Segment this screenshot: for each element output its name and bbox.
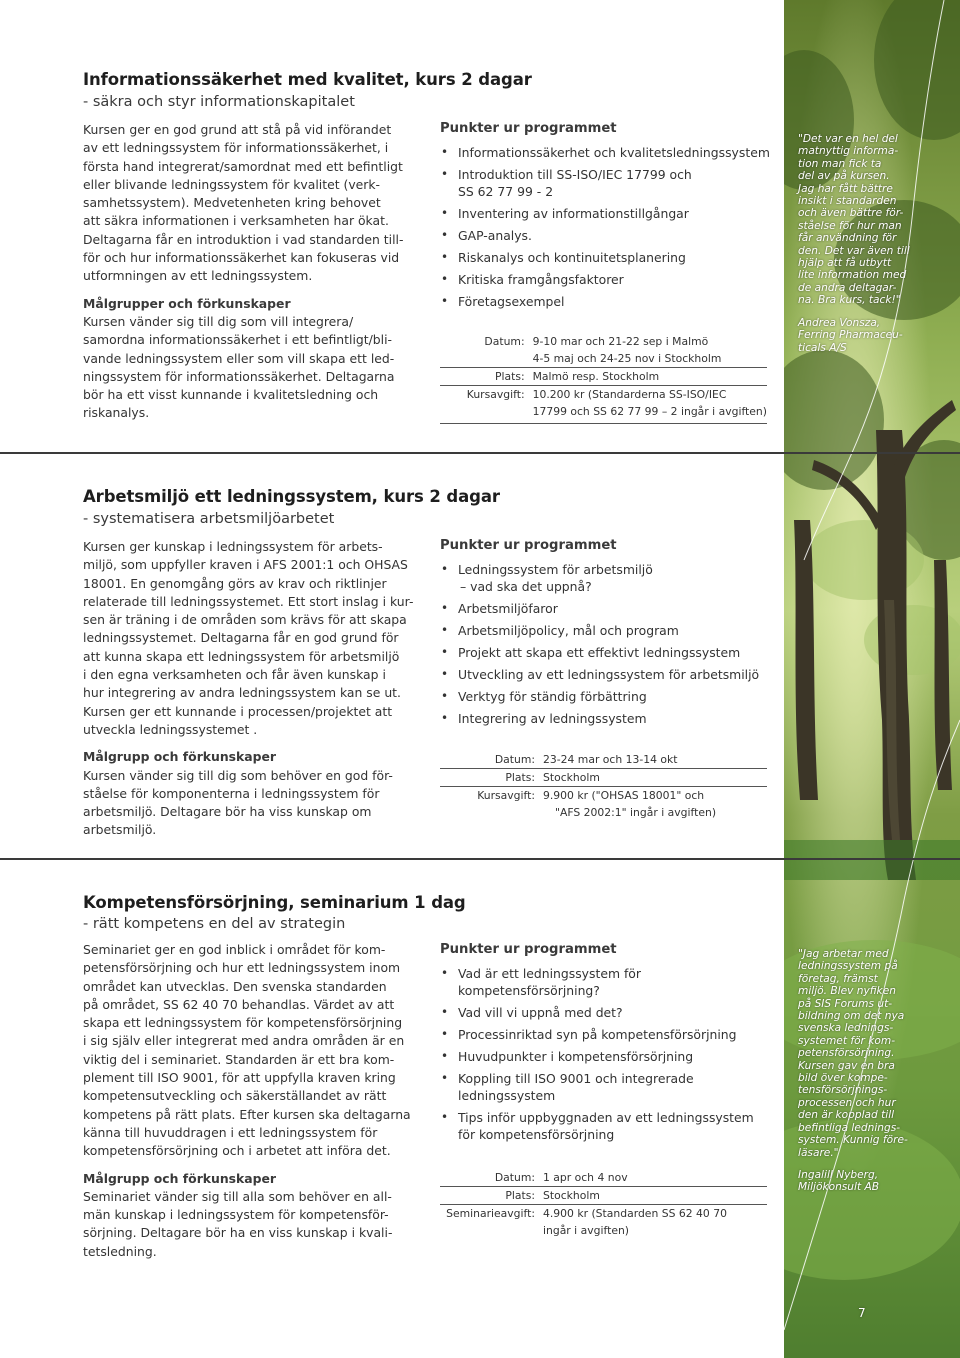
target-group-line: samordna informationssäkerhet i ett befintligt/bli- (83, 332, 393, 348)
place-value: Stockholm (543, 1187, 767, 1205)
place-label: Plats: (440, 1187, 543, 1205)
target-group-line: vande ledningssystem eller som vill skapa ett led- (83, 350, 395, 366)
date-label: Datum: (494, 1171, 535, 1184)
program-item: • Introduktion till SS-ISO/IEC 17799 och SS 62 77 99 - 2 (440, 166, 770, 200)
description-line: i den egna verksamheten och får även kunskap i (83, 667, 386, 683)
target-group-line: riskanalys. (83, 405, 150, 421)
description-line: Deltagarna får en introduktion i vad standarden till- (83, 231, 404, 247)
program-heading: Punkter ur programmet (440, 121, 617, 136)
program-item: • Ledningssystem för arbetsmiljö – vad ska det uppnå? (440, 561, 770, 595)
description-line: ledningssystemet. Deltagarna får en god grund för (83, 630, 399, 646)
program-heading: Punkter ur programmet (440, 538, 617, 553)
testimonial-quote: "Jag arbetar med ledningssystem på företag, främst miljö. Blev nyfiken på SIS Forums ut- bildning om det nya svenska lednings- systemet för kom- petensförsörjning. Kursen gav en bra bild över kompe- tensförsörjnings- processen och hur den är kopplad till befintliga lednings- system. Kunnig före- läsare." Ingalill Nyberg, Miljökonsult AB (798, 948, 928, 1194)
program-item: • Koppling till ISO 9001 och integrerade ledningssystem (440, 1070, 770, 1104)
description-line: kompetensförsörjning och i arbetet att införa det. (83, 1143, 391, 1159)
course-title: Kompetensförsörjning, seminarium 1 dag (83, 893, 466, 912)
program-item: • Huvudpunkter i kompetensförsörjning (440, 1048, 770, 1065)
program-list (440, 561, 770, 727)
program-list-block (440, 538, 770, 732)
target-group-line: ståelse för komponenterna i ledningssystem för (83, 785, 380, 801)
fee-value: 9.900 kr ("OHSAS 18001" och "AFS 2002:1" ingår i avgiften) (543, 787, 767, 822)
fee-value: 10.200 kr (Standarderna SS-ISO/IEC 17799 och SS 62 77 99 – 2 ingår i avgiften) (533, 386, 767, 421)
course-info-table (440, 751, 767, 821)
description-line: eller blivande ledningssystem för kvalitet (verk- (83, 176, 381, 192)
place-value: Stockholm (543, 769, 767, 787)
fee-value: 4.900 kr (Standarden SS 62 40 70 ingår i avgiften) (543, 1205, 767, 1240)
program-list-block (440, 942, 770, 1148)
section-divider-2 (0, 858, 960, 860)
fee-label: Kursavgift: (440, 386, 533, 421)
description-line: utveckla ledningssystemet . (83, 721, 258, 737)
description-line: första hand integrerat/samordnat med ett befintligt (83, 158, 403, 174)
program-item: • Projekt att skapa ett effektivt ledningssystem (440, 644, 770, 661)
date-value: 9-10 mar och 21-22 sep i Malmö 4-5 maj och 24-25 nov i Stockholm (532, 335, 722, 365)
program-item: • Arbetsmiljöfaror (440, 600, 770, 617)
program-item: • Riskanalys och kontinuitetsplanering (440, 249, 770, 266)
description-line: samhetssystem). Medvetenheten kring behovet (83, 195, 381, 211)
place-label: Plats: (440, 368, 533, 386)
page-number: 7 (858, 1306, 866, 1320)
description-line: viktig del i seminariet. Standarden är ett bra kom- (83, 1051, 395, 1067)
course-subtitle: - systematisera arbetsmiljöarbetet (83, 511, 335, 527)
description-line: av ett ledningssystem för informationssäkerhet, i (83, 140, 389, 156)
fee-label: Kursavgift: (440, 787, 543, 822)
description-line: för och hur informationssäkerhet kan fokuseras vid (83, 250, 400, 266)
target-group-line: Kursen vänder sig till dig som behöver en god för- (83, 767, 393, 783)
target-group-heading: Målgrupper och förkunskaper (83, 295, 291, 311)
description-line: sen är träning i de områden som krävs för att skapa (83, 612, 407, 628)
course-info-table (440, 333, 767, 424)
description-line: petensförsörjning och hur ett ledningssystem inom (83, 960, 401, 976)
program-item: • Informationssäkerhet och kvalitetsledningssystem (440, 144, 770, 161)
program-item: • GAP-analys. (440, 227, 770, 244)
place-label: Plats: (440, 769, 543, 787)
target-group-line: arbetsmiljö. (83, 822, 157, 838)
course-description (83, 538, 413, 840)
description-line: Kursen ger ett kunnande i processen/projektet att (83, 703, 393, 719)
description-line: skapa ett ledningssystem för kompetensförsörjning (83, 1015, 403, 1031)
target-group-line: arbetsmiljö. Deltagare bör ha viss kunskap om (83, 804, 372, 820)
description-line: på området, SS 62 40 70 behandlas. Värdet av att (83, 996, 395, 1012)
course-subtitle: - rätt kompetens en del av strategin (83, 916, 346, 932)
program-list (440, 144, 770, 310)
program-item: • Utveckling av ett ledningssystem för arbetsmiljö (440, 666, 770, 683)
description-line: att kunna skapa ett ledningssystem för arbetsmiljö (83, 648, 400, 664)
description-line: hur integrering av andra ledningssystem kan se ut. (83, 685, 401, 701)
description-line: Seminariet ger en god inblick i området för kom- (83, 942, 386, 957)
fee-label: Seminarieavgift: (440, 1205, 543, 1240)
program-heading: Punkter ur programmet (440, 942, 617, 957)
date-value: 1 apr och 4 nov (543, 1171, 628, 1184)
program-item: • Vad är ett ledningssystem för kompetensförsörjning? (440, 965, 770, 999)
description-line: Kursen ger kunskap i ledningssystem för arbets- (83, 539, 383, 554)
target-group-line: män kunskap i ledningssystem för kompetensför- (83, 1207, 389, 1223)
target-group-heading: Målgrupp och förkunskaper (83, 749, 277, 765)
description-line: att säkra informationen i verksamheten har ökat. (83, 213, 389, 229)
course-description (83, 941, 413, 1261)
description-line: Kursen ger en god grund att stå på vid införandet (83, 122, 392, 137)
program-list (440, 965, 770, 1143)
target-group-line: ningssystem för informationssäkerhet. Deltagarna (83, 368, 395, 384)
course-title: Arbetsmiljö ett ledningssystem, kurs 2 dagar (83, 487, 500, 506)
program-item: • Tips inför uppbyggnaden av ett ledningssystem för kompetensförsörjning (440, 1109, 770, 1143)
description-line: kompetens på rätt plats. Efter kursen ska deltagarna (83, 1106, 411, 1122)
date-label: Datum: (494, 753, 535, 766)
course-info-table (440, 1169, 767, 1239)
program-list-block (440, 121, 770, 315)
description-line: plement till ISO 9001, för att uppfylla kraven kring (83, 1070, 396, 1086)
section-divider-1 (0, 452, 960, 454)
target-group-line: tetsledning. (83, 1243, 157, 1259)
testimonial-quote: "Det var en hel del matnyttig informa- tion man fick ta del av på kursen. Jag har fått bättre insikt i standarden och även bättre för- ståelse för hur man får användning för den. Det var även till hjälp att få utbytt lite information med de andra deltagar- na. Bra kurs, tack!" Andrea Vonsza, Ferring Pharmaceu- ticals A/S (798, 133, 928, 354)
testimonial-author: Ingalill Nyberg, Miljökonsult AB (798, 1168, 879, 1194)
target-group-line: Seminariet vänder sig till alla som behöver en all- (83, 1188, 392, 1204)
program-item: • Kritiska framgångsfaktorer (440, 271, 770, 288)
description-line: känna till huvuddragen i ett ledningssystem för (83, 1124, 378, 1140)
description-line: kompetensutveckling och säkerställandet av rätt (83, 1088, 387, 1104)
description-line: 18001. En genomgång görs av krav och riktlinjer (83, 575, 387, 591)
program-item: • Inventering av informationstillgångar (440, 205, 770, 222)
course-description (83, 121, 413, 423)
place-value: Malmö resp. Stockholm (533, 368, 767, 386)
program-item: • Arbetsmiljöpolicy, mål och program (440, 622, 770, 639)
description-line: i sig själv eller integrerat med andra områden är en (83, 1033, 405, 1049)
description-line: relaterade till ledningssystemet. Ett stort inslag i kur- (83, 593, 414, 609)
target-group-line: bör ha ett visst kunnande i kvalitetsledning och (83, 387, 379, 403)
date-value: 23-24 mar och 13-14 okt (543, 753, 678, 766)
program-item: • Företagsexempel (440, 293, 770, 310)
info-rule (440, 423, 767, 424)
course-title: Informationssäkerhet med kvalitet, kurs 2 dagar (83, 70, 532, 89)
course-subtitle: - säkra och styr informationskapitalet (83, 94, 355, 110)
target-group-heading: Målgrupp och förkunskaper (83, 1170, 277, 1186)
program-item: • Processinriktad syn på kompetensförsörjning (440, 1026, 770, 1043)
date-label: Datum: (484, 335, 525, 348)
description-line: området kan utvecklas. Den svenska standarden (83, 978, 387, 994)
program-item: • Vad vill vi uppnå med det? (440, 1004, 770, 1021)
target-group-line: sörjning. Deltagare bör ha en viss kunskap i kvali- (83, 1225, 393, 1241)
target-group-line: Kursen vänder sig till dig som vill integrera/ (83, 313, 354, 329)
testimonial-author: Andrea Vonsza, Ferring Pharmaceu- ticals A/S (798, 316, 903, 354)
description-line: miljö, som uppfyller kraven i AFS 2001:1 och OHSAS (83, 557, 408, 573)
description-line: utformningen av ett ledningssystem. (83, 268, 313, 284)
program-item: • Verktyg för ständig förbättring (440, 688, 770, 705)
program-item: • Integrering av ledningssystem (440, 710, 770, 727)
